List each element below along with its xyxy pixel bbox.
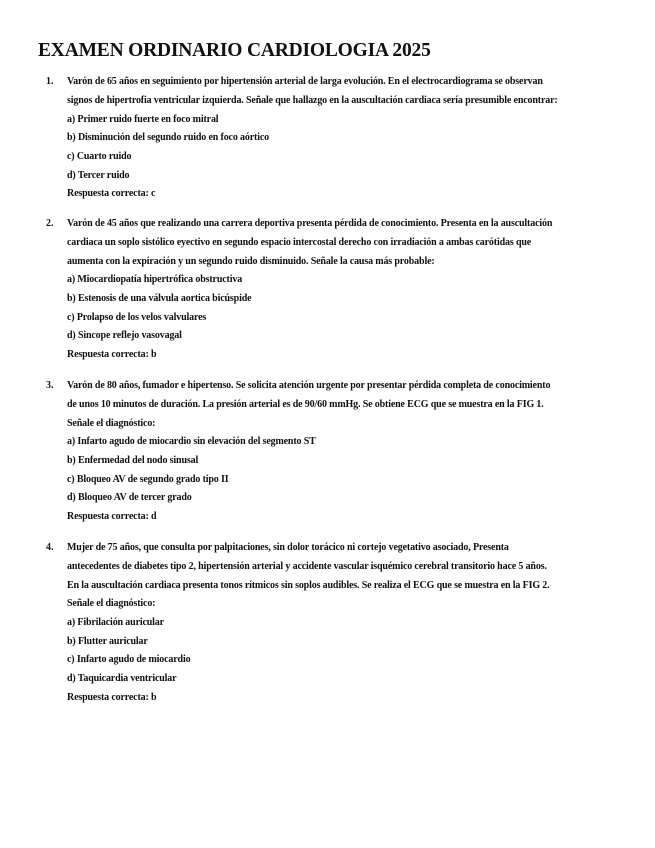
question-stem-line: Varón de 80 años, fumador e hipertenso. Se solicita atención urgente por presentar pérdida completa de conocimiento bbox=[67, 380, 551, 391]
answer-option-a: a) Infarto agudo de miocardio sin elevación del segmento ST bbox=[67, 436, 316, 447]
answer-option-c: c) Cuarto ruido bbox=[67, 151, 132, 162]
answer-option-b: b) Enfermedad del nodo sinusal bbox=[67, 455, 199, 466]
answer-option-a: a) Miocardiopatía hipertrófica obstructiva bbox=[67, 274, 243, 285]
correct-answer: Respuesta correcta: c bbox=[67, 188, 156, 199]
question-stem-line: Señale el diagnóstico: bbox=[67, 598, 156, 609]
exam-title: EXAMEN ORDINARIO CARDIOLOGIA 2025 bbox=[38, 40, 431, 61]
question-stem-line: Varón de 45 años que realizando una carrera deportiva presenta pérdida de conocimiento. Presenta en la auscultación bbox=[67, 218, 553, 229]
answer-option-c: c) Bloqueo AV de segundo grado tipo II bbox=[67, 474, 229, 485]
answer-option-c: c) Prolapso de los velos valvulares bbox=[67, 312, 207, 323]
question-stem-line: signos de hipertrofia ventricular izquierda. Señale que hallazgo en la auscultación cardiaca sería presumible encontrar: bbox=[67, 95, 558, 106]
correct-answer: Respuesta correcta: b bbox=[67, 692, 157, 703]
question-number: 2. bbox=[46, 218, 54, 229]
correct-answer: Respuesta correcta: b bbox=[67, 349, 157, 360]
answer-option-d: d) Bloqueo AV de tercer grado bbox=[67, 492, 192, 503]
question-stem-line: Señale el diagnóstico: bbox=[67, 418, 156, 429]
question-stem-line: Varón de 65 años en seguimiento por hipertensión arterial de larga evolución. En el electrocardiograma se observan bbox=[67, 76, 543, 87]
answer-option-d: d) Taquicardia ventricular bbox=[67, 673, 177, 684]
question-stem-line: cardiaca un soplo sistólico eyectivo en segundo espacio intercostal derecho con irradiación a ambas carótidas que bbox=[67, 237, 532, 248]
answer-option-c: c) Infarto agudo de miocardio bbox=[67, 654, 191, 665]
answer-option-a: a) Primer ruido fuerte en foco mitral bbox=[67, 114, 219, 125]
answer-option-b: b) Flutter auricular bbox=[67, 636, 148, 647]
answer-option-b: b) Disminución del segundo ruido en foco aórtico bbox=[67, 132, 269, 143]
correct-answer: Respuesta correcta: d bbox=[67, 511, 157, 522]
question-stem-line: aumenta con la expiración y un segundo ruido disminuido. Señale la causa más probable: bbox=[67, 256, 435, 267]
question-stem-line: antecedentes de diabetes tipo 2, hipertensión arterial y accidente vascular isquémico cerebral transitorio hace 5 años. bbox=[67, 561, 547, 572]
answer-option-d: d) Sincope reflejo vasovagal bbox=[67, 330, 182, 341]
question-number: 3. bbox=[46, 380, 54, 391]
question-number: 1. bbox=[46, 76, 54, 87]
answer-option-b: b) Estenosis de una válvula aortica bicúspide bbox=[67, 293, 252, 304]
answer-option-d: d) Tercer ruido bbox=[67, 170, 130, 181]
question-stem-line: de unos 10 minutos de duración. La presión arterial es de 90/60 mmHg. Se obtiene ECG que se muestra en la FIG 1. bbox=[67, 399, 544, 410]
question-stem-line: En la auscultación cardiaca presenta tonos rítmicos sin soplos audibles. Se realiza el ECG que se muestra en la FIG 2. bbox=[67, 580, 550, 591]
question-number: 4. bbox=[46, 542, 54, 553]
question-stem-line: Mujer de 75 años, que consulta por palpitaciones, sin dolor torácico ni cortejo vegetativo asociado, Presenta bbox=[67, 542, 509, 553]
answer-option-a: a) Fibrilación auricular bbox=[67, 617, 164, 628]
